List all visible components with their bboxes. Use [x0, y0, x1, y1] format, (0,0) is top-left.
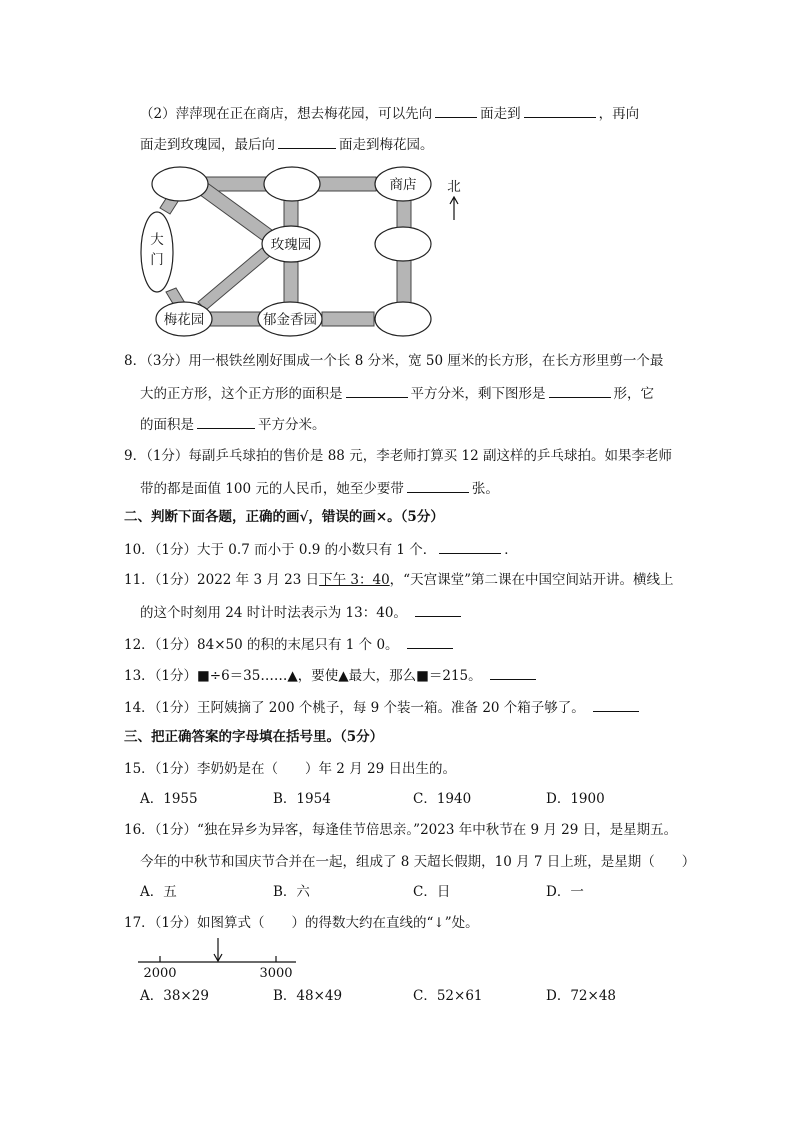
road	[198, 248, 270, 310]
q11-line1	[124, 570, 673, 590]
q7-text: 面走到梅花园。	[339, 137, 434, 153]
answer-blank[interactable]	[524, 103, 596, 118]
q7-text: 面走到	[480, 106, 521, 122]
q11-line2	[140, 602, 464, 623]
q13	[124, 665, 539, 686]
q17-option-c[interactable]: C．52×61	[413, 988, 483, 1004]
label-tulip-garden: 郁金香园	[263, 312, 317, 328]
answer-blank[interactable]	[549, 383, 611, 398]
answer-blank[interactable]	[439, 539, 501, 554]
answer-blank[interactable]	[407, 634, 453, 649]
q11-text: 11．（1分）2022 年 3 月 23 日	[124, 572, 320, 588]
location-blank-bottom-right	[375, 302, 431, 336]
road	[284, 198, 298, 230]
q10-text: 10．（1分）大于 0.7 而小于 0.9 的小数只有 1 个．	[124, 542, 437, 558]
q16-line1: 16．（1分）“独在异乡为异客，每逢佳节倍思亲。”2023 年中秋节在 9 月 29 日，是星期五。	[124, 822, 678, 838]
q7-text: ，再向	[598, 106, 640, 122]
section-2-heading: 二、判断下面各题，正确的画√，错误的画×。（5分）	[124, 509, 444, 525]
q8-text: 平方分米。	[258, 417, 326, 433]
answer-blank[interactable]	[415, 602, 461, 617]
road	[397, 260, 411, 306]
q11-text: ，“天宫课堂”第二课在中国空间站开讲。横线上	[389, 572, 674, 588]
answer-blank[interactable]	[435, 103, 477, 118]
q7-text: （2）萍萍现在正在商店，想去梅花园，可以先向	[140, 106, 433, 122]
answer-blank[interactable]	[197, 414, 255, 429]
location-blank-top-left	[152, 167, 208, 201]
answer-blank[interactable]	[278, 134, 336, 149]
q9-line1: 9．（1分）每副乒乓球拍的售价是 88 元，李老师打算买 12 副这样的乒乓球拍。如果李老师	[124, 448, 672, 464]
q9-text: 带的都是面值 100 元的人民币，她至少要带	[140, 481, 404, 497]
section-3-heading: 三、把正确答案的字母填在括号里。（5分）	[124, 729, 384, 745]
tick-label-right: 3000	[259, 966, 293, 981]
down-arrow-icon	[214, 938, 222, 961]
label-north: 北	[447, 179, 461, 195]
q8-line1: 8．（3分）用一根铁丝刚好围成一个长 8 分米，宽 50 厘米的长方形，在长方形里剪一个最	[124, 353, 664, 369]
tick-label-left: 2000	[143, 966, 177, 981]
q11-underlined-time: 下午 3：40	[319, 572, 390, 588]
q8-line2	[140, 383, 654, 404]
q8-text: 的面积是	[140, 417, 194, 433]
q8-text: 形，它	[613, 386, 654, 402]
road	[210, 312, 260, 326]
q15-stem: 15．（1分）李奶奶是在（ ）年 2 月 29 日出生的。	[124, 761, 456, 777]
label-gate: 大门	[150, 232, 164, 268]
label-shop: 商店	[389, 177, 417, 193]
q16-option-d[interactable]: D．一	[546, 884, 584, 900]
q8-text: 大的正方形，这个正方形的面积是	[140, 386, 343, 402]
q14	[124, 697, 642, 718]
answer-blank[interactable]	[490, 665, 536, 680]
q10-text: ．	[504, 542, 518, 558]
q17-option-d[interactable]: D．72×48	[546, 988, 616, 1004]
q15-option-b[interactable]: B．1954	[273, 791, 331, 807]
q7-part2-line2	[140, 134, 434, 155]
q7-text: 面走到玫瑰园，最后向	[140, 137, 275, 153]
north-arrow-icon	[450, 197, 458, 220]
answer-blank[interactable]	[593, 697, 639, 712]
q17-option-b[interactable]: B．48×49	[273, 988, 343, 1004]
road	[316, 177, 376, 191]
q17-stem: 17．（1分）如图算式（ ）的得数大约在直线的“↓”处。	[124, 915, 479, 931]
q12	[124, 634, 456, 655]
location-blank-top-middle	[264, 167, 320, 201]
q16-option-c[interactable]: C．日	[413, 884, 451, 900]
number-line-diagram	[136, 936, 306, 984]
q15-option-a[interactable]: A．1955	[140, 791, 198, 807]
location-blank-right-middle	[375, 227, 431, 261]
q14-text: 14．（1分）王阿姨摘了 200 个桃子，每 9 个装一箱。准备 20 个箱子够了。	[124, 700, 585, 716]
q12-text: 12．（1分）84×50 的积的末尾只有 1 个 0。	[124, 637, 399, 653]
q15-option-d[interactable]: D．1900	[546, 791, 605, 807]
answer-blank[interactable]	[407, 478, 469, 493]
label-plum-garden: 梅花园	[163, 312, 205, 328]
q8-text: 平方分米，剩下图形是	[410, 386, 546, 402]
label-rose-garden: 玫瑰园	[270, 237, 312, 253]
q9-line2	[140, 478, 499, 499]
q16-line2: 今年的中秋节和国庆节合并在一起，组成了 8 天超长假期，10 月 7 日上班，是星期（ ）	[140, 854, 696, 870]
q10	[124, 539, 518, 560]
road	[322, 312, 374, 326]
road	[397, 198, 411, 230]
q7-part2-line1	[140, 103, 639, 124]
answer-blank[interactable]	[346, 383, 408, 398]
q17-option-a[interactable]: A．38×29	[140, 988, 209, 1004]
park-map-diagram	[140, 160, 480, 340]
q13-text: 13．（1分）■÷6＝35……▲，要使▲最大，那么■＝215。	[124, 668, 482, 684]
q15-option-c[interactable]: C．1940	[413, 791, 472, 807]
road	[284, 262, 298, 308]
q16-option-a[interactable]: A．五	[140, 884, 177, 900]
q9-text: 张。	[471, 481, 499, 497]
q8-line3	[140, 414, 326, 435]
q16-option-b[interactable]: B．六	[273, 884, 310, 900]
q11-text: 的这个时刻用 24 时计时法表示为 13：40。	[140, 605, 407, 621]
